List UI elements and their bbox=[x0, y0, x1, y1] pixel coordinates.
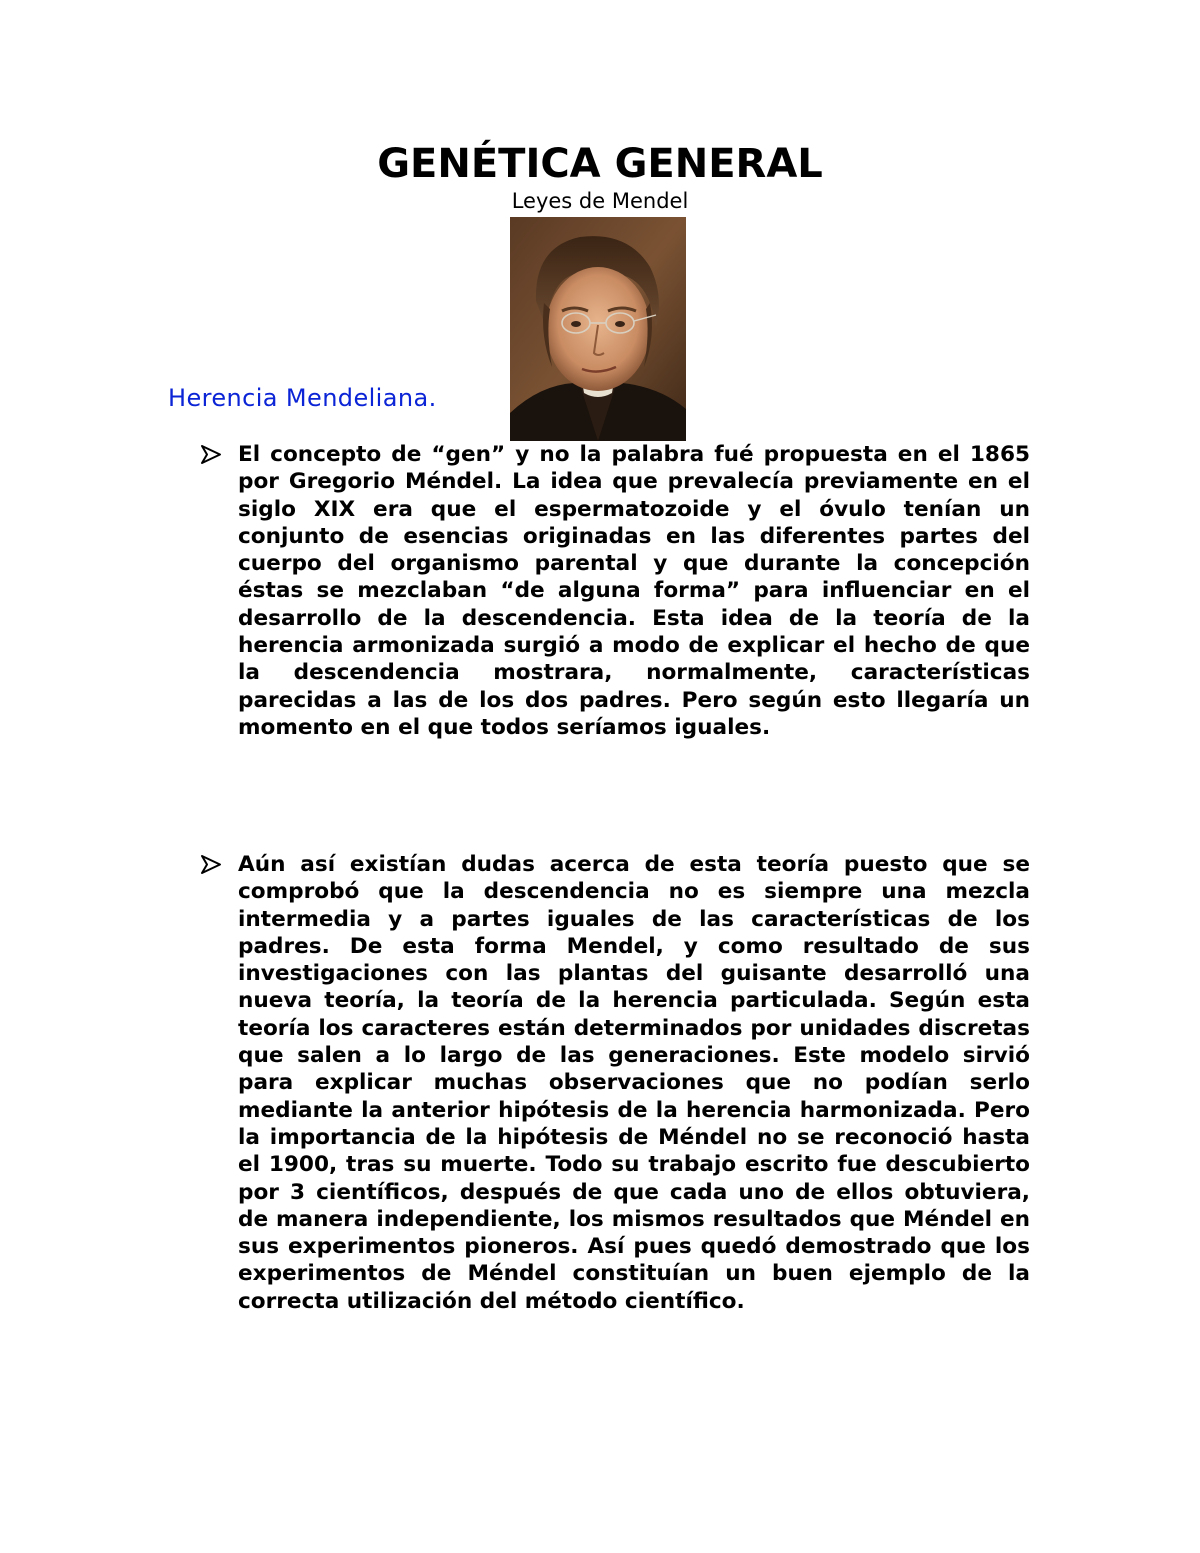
arrowhead-bullet-icon bbox=[196, 441, 226, 468]
section-heading: Herencia Mendeliana. bbox=[168, 384, 437, 412]
portrait-image bbox=[510, 217, 686, 441]
document-title: GENÉTICA GENERAL bbox=[377, 141, 823, 187]
portrait-photo bbox=[510, 217, 686, 441]
arrowhead-bullet-icon bbox=[196, 851, 226, 878]
document-subtitle: Leyes de Mendel bbox=[511, 189, 689, 213]
bullet-text: Aún así existían dudas acerca de esta teoría puesto que se comprobó que la descendencia no es siempre una mezcla intermedia y a partes iguales de las características de los padres. De esta forma Mendel, y como resultado de sus investigaciones con las plantas del guisante desarrolló una nueva teoría, la teoría de la herencia particulada. Según esta teoría los caracteres están determinados por unidades discretas que salen a lo largo de las generaciones. Este modelo sirvió para explicar muchas observaciones que no podían serlo mediante la anterior hipótesis de la herencia harmonizada. Pero la importancia de la hipótesis de Méndel no se reconoció hasta el 1900, tras su muerte. Todo su trabajo escrito fue descubierto por 3 científicos, después de que cada uno de ellos obtuviera, de manera independiente, los mismos resultados que Méndel en sus experimentos pioneros. Así pues quedó demostrado que los experimentos de Méndel constituían un buen ejemplo de la correcta utilización del método científico. bbox=[238, 852, 1030, 1314]
bullet-text: El concepto de “gen” y no la palabra fué propuesta en el 1865 por Gregorio Méndel. La idea que prevalecía previamente en el siglo XIX era que el espermatozoide y el óvulo tenían un conjunto de esencias originadas en las diferentes partes del cuerpo del organismo parental y que durante la concepción éstas se mezclaban “de alguna forma” para influenciar en el desarrollo de la descendencia. Esta idea de la teoría de la herencia armonizada surgió a modo de explicar el hecho de que la descendencia mostrara, normalmente, características parecidas a las de los dos padres. Pero según esto llegaría un momento en el que todos seríamos iguales. bbox=[238, 442, 1030, 740]
